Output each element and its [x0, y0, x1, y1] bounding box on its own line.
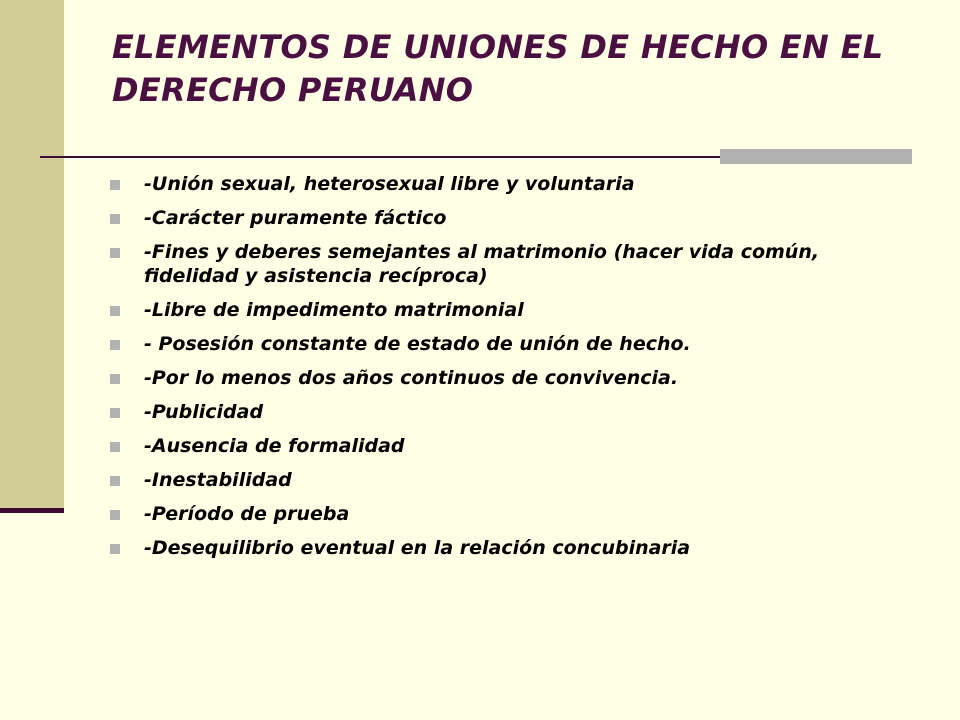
bullet-item-periodo-prueba [110, 502, 880, 526]
bullet-text: -Período de prueba [144, 503, 350, 525]
bullet-list [110, 172, 880, 570]
square-bullet-icon [110, 510, 120, 520]
bullet-item-posesion-constante [110, 332, 880, 356]
bullet-text: -Libre de impedimento matrimonial [144, 299, 524, 321]
square-bullet-icon [110, 214, 120, 224]
square-bullet-icon [110, 442, 120, 452]
bullet-text: -Carácter puramente fáctico [144, 207, 447, 229]
square-bullet-icon [110, 248, 120, 258]
bullet-item-ausencia-formalidad [110, 434, 880, 458]
square-bullet-icon [110, 408, 120, 418]
bullet-text: -Por lo menos dos años continuos de convivencia. [144, 367, 679, 389]
bullet-text: -Desequilibrio eventual en la relación concubinaria [144, 537, 691, 559]
bullet-item-libre-impedimento [110, 298, 880, 322]
square-bullet-icon [110, 374, 120, 384]
bullet-text: -Fines y deberes semejantes al matrimonio (hacer vida común, fidelidad y asistencia recíproca) [144, 241, 820, 287]
bullet-item-desequilibrio [110, 536, 880, 560]
bullet-text: -Ausencia de formalidad [144, 435, 405, 457]
bullet-item-union-sexual [110, 172, 880, 196]
bullet-text: -Unión sexual, heterosexual libre y voluntaria [144, 173, 635, 195]
left-decorative-band [0, 0, 64, 512]
bullet-item-inestabilidad [110, 468, 880, 492]
square-bullet-icon [110, 476, 120, 486]
slide-title: ELEMENTOS DE UNIONES DE HECHO EN EL DERECHO PERUANO [112, 28, 884, 109]
title-divider-accent [720, 149, 912, 164]
square-bullet-icon [110, 544, 120, 554]
bullet-item-publicidad [110, 400, 880, 424]
bullet-item-dos-anos [110, 366, 880, 390]
bullet-text: -Publicidad [144, 401, 264, 423]
square-bullet-icon [110, 340, 120, 350]
left-band-rule [0, 508, 64, 513]
bullet-text: -Inestabilidad [144, 469, 292, 491]
bullet-text: - Posesión constante de estado de unión de hecho. [144, 333, 691, 355]
square-bullet-icon [110, 306, 120, 316]
bullet-item-fines-deberes [110, 240, 880, 288]
bullet-item-caracter-factico [110, 206, 880, 230]
square-bullet-icon [110, 180, 120, 190]
